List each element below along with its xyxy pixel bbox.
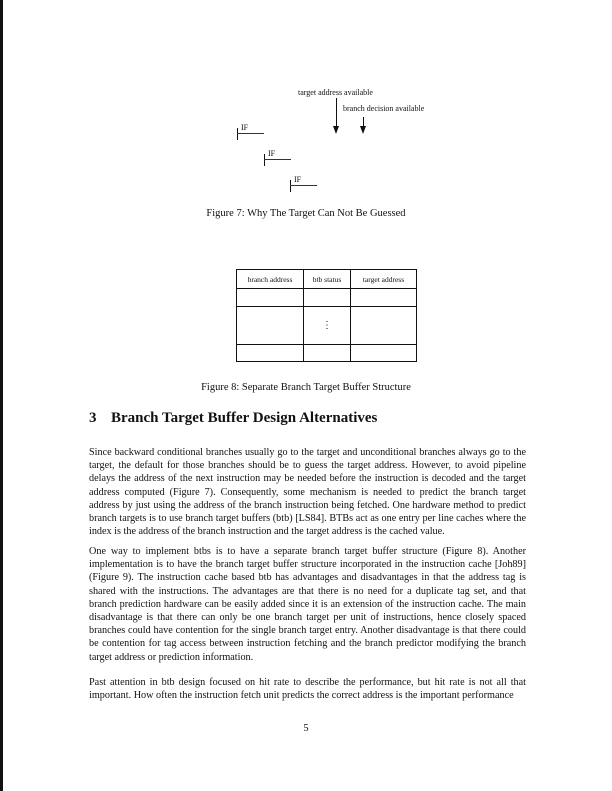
vertical-ellipsis: ⋮ xyxy=(322,320,332,331)
section-heading xyxy=(89,410,377,427)
scan-binding-edge xyxy=(0,0,3,791)
paragraph-3: Past attention in btb design focused on hit rate to describe the performance, but hit rate is not all that important. How often the instruction fetch unit predicts the correct address is the important performance xyxy=(89,677,526,702)
paragraph-2: One way to implement btbs is to have a separate branch target buffer structure (Figure 8). Another implementation is to have the branch target buffer structure incorporated in the instruction cache [Joh89] (Figure 9). The instruction cache based btb has advantages and disadvantages in that the address tag is shared with the instructions. The advantages are that there is no need for a duplicate tag set, and that branch prediction hardware can be easily added since it is an extension of the instruction cache. The main disadvantage is that there can only be one branch target per unit of instructions, hence closely spaced branches could have contention for the single branch target entry. Another disadvantage is that there could be contention for tag access between instruction fetching and the branch predictor modifying the branch target address or prediction information. xyxy=(89,546,526,663)
page-number: 5 xyxy=(303,723,309,734)
figure-7-caption: Figure 7: Why The Target Can Not Be Guessed xyxy=(206,208,406,219)
branch-decision-available-label: branch decision available xyxy=(343,104,425,113)
btb-structure-table xyxy=(236,269,417,362)
table-row xyxy=(237,307,417,345)
section-number: 3 xyxy=(89,410,97,426)
col-btb-status: btb status xyxy=(304,270,351,289)
if-stage-1: IF xyxy=(237,126,271,140)
paragraph-1: Since backward conditional branches usually go to the target and unconditional branches always go to the target, the default for those branches should be to guess the target address. However, to avoid pipeline delays the address of the next instruction may be needed before the instruction is decoded and the target address computed (Figure 7). Consequently, some mechanism is needed to predict the branch target address by just using the address of the branch instruction being fetched. One hardware method to predict branch targets is to use branch target buffers (btb) [LS84]. BTBs act as one entry per line caches where the index is the address of the branch instruction and the target address is the cached value. xyxy=(89,447,526,538)
if-stage-2: IF xyxy=(264,152,298,166)
if-stage-3: IF xyxy=(290,178,324,192)
col-branch-address: branch address xyxy=(237,270,304,289)
figure-8-caption: Figure 8: Separate Branch Target Buffer Structure xyxy=(201,382,411,393)
col-target-address: target address xyxy=(351,270,417,289)
arrow-down-icon xyxy=(333,126,339,134)
arrow-down-icon xyxy=(360,126,366,134)
table-row xyxy=(237,345,417,362)
target-arrow-shaft xyxy=(336,98,337,127)
target-address-available-label: target address available xyxy=(298,88,373,97)
table-row xyxy=(237,289,417,307)
section-title: Branch Target Buffer Design Alternatives xyxy=(111,410,378,426)
